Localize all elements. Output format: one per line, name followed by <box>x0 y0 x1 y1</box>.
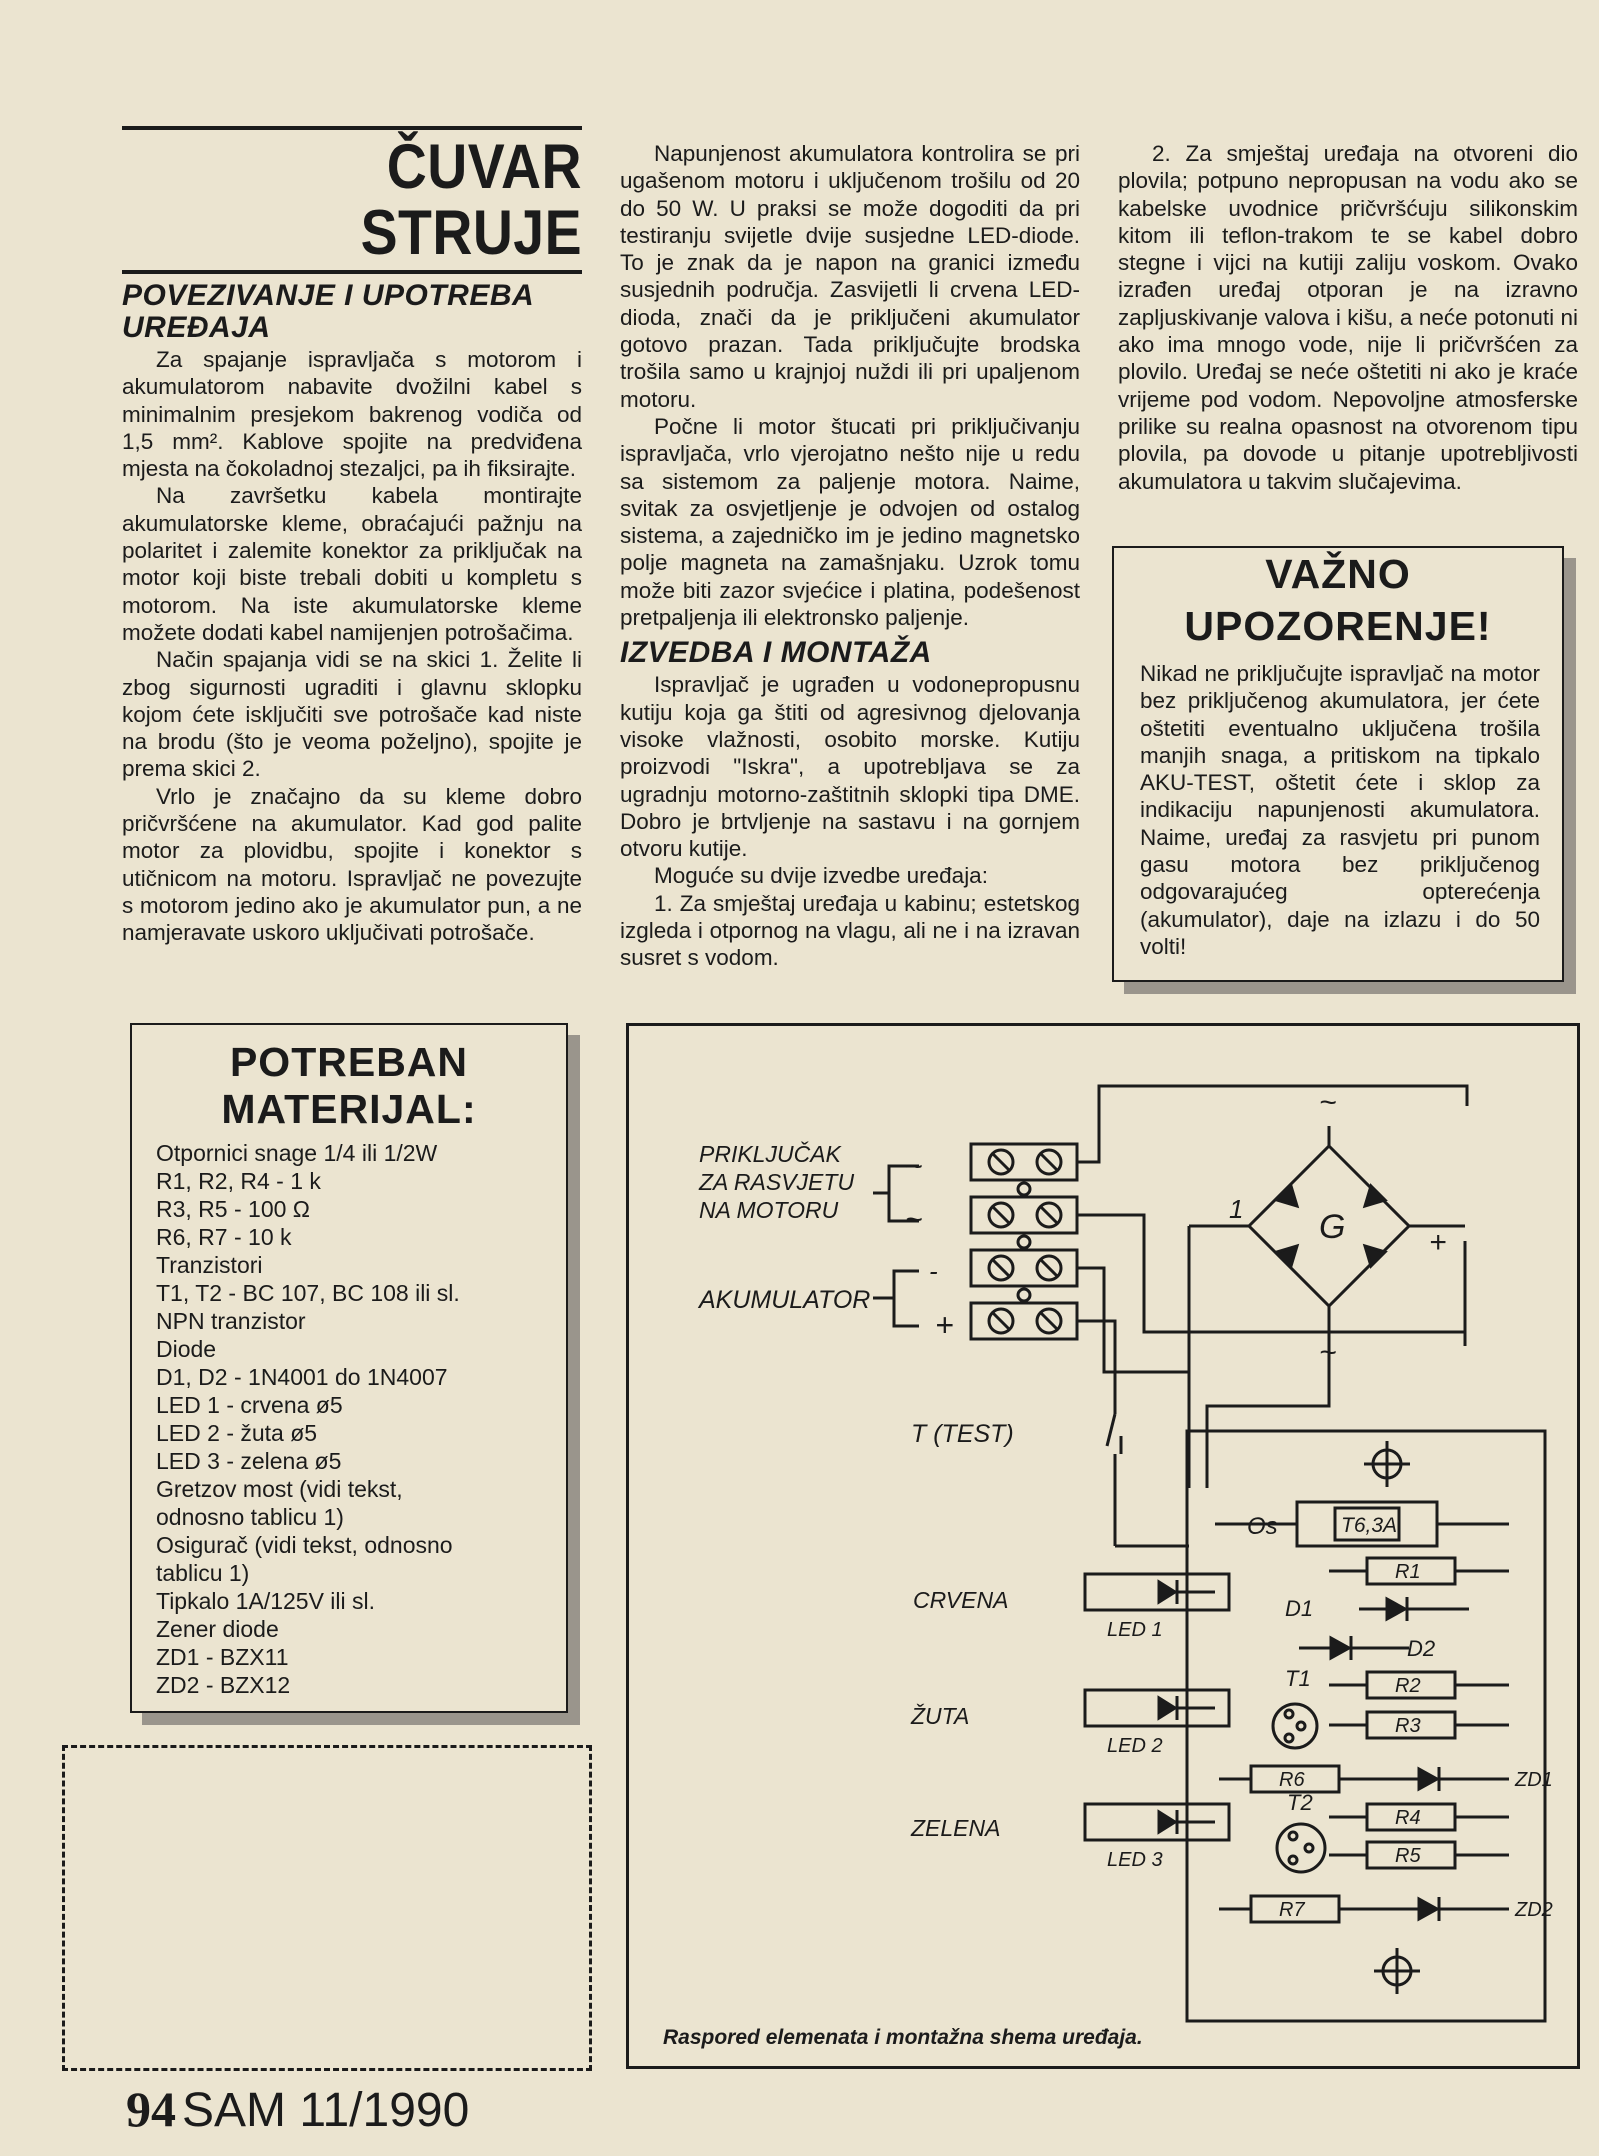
list-item: LED 2 - žuta ø5 <box>156 1420 318 1446</box>
label-t1: T1 <box>1285 1666 1311 1691</box>
terminal-ac1: ~ <box>905 1150 923 1183</box>
list-item: Tipkalo 1A/125V ili sl. <box>156 1588 376 1614</box>
label-r1: R1 <box>1395 1561 1421 1583</box>
label-d2: D2 <box>1407 1636 1436 1661</box>
bridge-ac-top: ~ <box>1319 1086 1337 1119</box>
label-led2: LED 2 <box>1107 1735 1163 1757</box>
fuse-label: Os <box>1247 1513 1278 1540</box>
title-rule-top <box>122 126 582 130</box>
list-item: Gretzov most (vidi tekst, <box>156 1476 403 1502</box>
label-lighting-line3: NA MOTORU <box>699 1197 839 1223</box>
list-item: D1, D2 - 1N4001 do 1N4007 <box>156 1364 448 1390</box>
paragraph: Moguće su dvije izvedbe uređaja: <box>654 863 988 889</box>
materials-title <box>132 1039 566 1133</box>
warning-title-line1: VAŽNO <box>1265 551 1411 597</box>
bridge-ac-bottom: ~ <box>1319 1336 1337 1369</box>
list-item: R6, R7 - 10 k <box>156 1224 292 1250</box>
paragraph: 2. Za smještaj uređaja na otvoreni dio plovila; potpuno nepropusan na vodu ako se kabelske uvodnice pričvršćuju silikonskim kitom ili teflon-trakom te se kabel dobro stegne i vijci na kutiji zaliju voskom. Ovako izrađen uređaj otporan je na izravno zapljuskivanje valova i kišu, a neće potonuti ni ako ima mnogo vode, nije li pričvršćen za plovilo. Uređaj se neće oštetiti ni ako je kraće vrijeme pod vodom. Nepovoljne atmosferske prilike su realna opasnost na otvorenom tipu plovila, pa dovode u pitanje upotrebljivosti akumulatora u takvim slučajevima. <box>1118 141 1578 494</box>
materials-title-line2: MATERIJAL: <box>221 1086 477 1132</box>
materials-title-line1: POTREBAN <box>229 1039 469 1085</box>
column-3 <box>1118 140 1578 495</box>
bridge-minus: 1 <box>1229 1194 1244 1224</box>
warning-text: Nikad ne priključujte ispravljač na motor bez priključenog akumulatora, jer ćete oštetiti eventualno uključena trošila manjih snaga, a pritiskom na tipkalo AKU-TEST, oštetit ćete i sklop za indikaciju napunjenosti akumulatora. Naime, uređaj za rasvjetu pri punom gasu motora bez priključenog odgovarajućeg opterećenja (akumulator), daje na izlazu i do 50 volti! <box>1140 661 1540 959</box>
label-r6: R6 <box>1279 1769 1305 1791</box>
list-item: Tranzistori <box>156 1252 263 1278</box>
list-item: LED 3 - zelena ø5 <box>156 1448 342 1474</box>
wiring-diagram-figure <box>626 1023 1580 2069</box>
label-led3: LED 3 <box>1107 1849 1163 1871</box>
bridge-g: G <box>1319 1208 1346 1246</box>
label-led1: LED 1 <box>1107 1619 1163 1641</box>
fuse-value: T6,3A <box>1341 1514 1398 1537</box>
list-item: Osigurač (vidi tekst, odnosno <box>156 1532 453 1558</box>
label-battery: AKUMULATOR <box>699 1286 871 1314</box>
label-r4: R4 <box>1395 1807 1421 1829</box>
list-item: LED 1 - crvena ø5 <box>156 1392 343 1418</box>
terminal-ac2: ~ <box>905 1203 923 1236</box>
list-item: R1, R2, R4 - 1 k <box>156 1168 321 1194</box>
paragraph: Način spajanja vidi se na skici 1. Želite li zbog sigurnosti ugraditi i glavnu sklopku kojom ćete isključiti sve potrošače kad niste na brodu (što je veoma poželjno), spojite je prema skici 2. <box>122 647 582 782</box>
led-indicators <box>1085 1574 1229 1840</box>
label-test: T (TEST) <box>911 1420 1014 1448</box>
paragraph: Za spajanje ispravljača s motorom i akumulatorom nabavite dvožilni kabel s minimalnim presjekom bakrenog vodiča od 1,5 mm². Kablove spojite na predviđena mjesta na čokoladnoj stezaljci, pa ih fiksirajte. <box>122 347 582 482</box>
list-item: odnosno tablicu 1) <box>156 1504 344 1530</box>
paragraph: 1. Za smještaj uređaja u kabinu; estetskog izgleda i otpornog na vlagu, ali ne i na izravan susret s vodom. <box>620 890 1080 971</box>
paragraph: Vrlo je značajno da su kleme dobro pričvršćene na akumulator. Kad god palite motor za plovidbu, spojite i konektor s utičnicom na motoru. Ispravljač ne povezujte s motorom jedino ako je akumulator pun, a ne namjeravate uskoro uključivati potrošače. <box>122 783 582 946</box>
bridge-plus: + <box>1429 1226 1447 1259</box>
page-number: 94 <box>126 2081 176 2137</box>
diodes <box>1299 1597 1509 1921</box>
wiring-diagram <box>629 1026 1577 2066</box>
list-item: R3, R5 - 100 Ω <box>156 1196 310 1222</box>
page-footer <box>126 2080 469 2138</box>
paragraph: Počne li motor štucati pri priključivanju ispravljača, vrlo vjerojatno nešto nije u redu sa sistemom za paljenje motora. Naime, svitak za osvjetljenje je odvojen od ostalog sistema, a zajedničko im je jedino magnetsko polje magneta na zamašnjaku. Uzrok tomu može biti zazor svjećice i platina, podešenost pretpaljenja ili elektronsko paljenje. <box>620 413 1080 631</box>
section-heading-assembly: IZVEDBA I MONTAŽA <box>620 636 932 670</box>
label-lighting-line2: ZA RASVJETU <box>699 1169 855 1195</box>
column-2 <box>620 140 1080 972</box>
list-item: tablicu 1) <box>156 1560 250 1586</box>
terminal-minus: - <box>929 1256 938 1286</box>
label-zd2: ZD2 <box>1515 1899 1553 1921</box>
label-r5: R5 <box>1395 1845 1421 1867</box>
label-r7: R7 <box>1279 1899 1305 1921</box>
dashed-placeholder-box <box>62 1745 592 2071</box>
label-green: ZELENA <box>911 1815 1001 1841</box>
terminal-plus: + <box>935 1307 954 1343</box>
article-title: ČUVAR STRUJE <box>360 132 582 268</box>
magazine-issue: SAM 11/1990 <box>182 2084 470 2137</box>
label-d1: D1 <box>1285 1596 1314 1621</box>
warning-box <box>1112 546 1564 982</box>
section-heading-connection: POVEZIVANJE I UPOTREBA UREĐAJA <box>122 279 534 344</box>
label-r2: R2 <box>1395 1675 1421 1697</box>
column-1 <box>122 126 582 947</box>
title-rule-bottom <box>122 270 582 274</box>
resistors <box>1219 1558 1509 1922</box>
list-item: Diode <box>156 1336 217 1362</box>
label-yellow: ŽUTA <box>911 1703 970 1729</box>
label-lighting-line1: PRIKLJUČAK <box>699 1141 841 1167</box>
terminal-block <box>971 1144 1077 1339</box>
list-item: Otpornici snage 1/4 ili 1/2W <box>156 1140 438 1166</box>
label-red: CRVENA <box>913 1587 1009 1613</box>
materials-list <box>132 1139 566 1699</box>
paragraph: Ispravljač je ugrađen u vodonepropusnu kutiju koja ga štiti od agresivnog djelovanja visoke vlažnosti, osobito morske. Kutiju proizvodi "Iskra", a upotrebljava se za ugradnju motorno-zaštitnih sklopki tipa DME. Dobro je brtvljenje na sastavu i na gornjem otvoru kutije. <box>620 672 1080 862</box>
list-item: NPN tranzistor <box>156 1308 306 1334</box>
label-zd1: ZD1 <box>1515 1769 1553 1791</box>
list-item: Zener diode <box>156 1616 279 1642</box>
warning-title-line2: UPOZORENJE! <box>1184 603 1492 649</box>
label-r3: R3 <box>1395 1715 1421 1737</box>
label-t2: T2 <box>1287 1790 1313 1815</box>
paragraph: Napunjenost akumulatora kontrolira se pri ugašenom motoru i uključenom trošilu od 20 do 50 W. U praksi se može dogoditi da pri testiranju svijetle dvije susjedne LED-diode. To je znak da je napon na granici između susjednih područja. Zasvijetli li crvena LED-dioda, znači da je priključeni akumulator gotovo prazan. Tada priključujte brodska trošila samo u krajnjoj nuždi ili pri upaljenom motoru. <box>620 141 1080 412</box>
figure-caption: Raspored elemenata i montažna shema uređaja. <box>663 2026 1143 2049</box>
list-item: ZD1 - BZX11 <box>156 1644 289 1670</box>
materials-box <box>130 1023 568 1713</box>
test-switch <box>1107 1346 1189 1546</box>
paragraph: Na završetku kabela montirajte akumulatorske kleme, obraćajući pažnju na polaritet i zalemite konektor za priključak na motor koji biste trebali dobiti u kompletu s motorom. Na iste akumulatorske kleme možete dodati kabel namijenjen potrošačima. <box>122 483 582 645</box>
list-item: ZD2 - BZX12 <box>156 1672 291 1698</box>
list-item: T1, T2 - BC 107, BC 108 ili sl. <box>156 1280 460 1306</box>
